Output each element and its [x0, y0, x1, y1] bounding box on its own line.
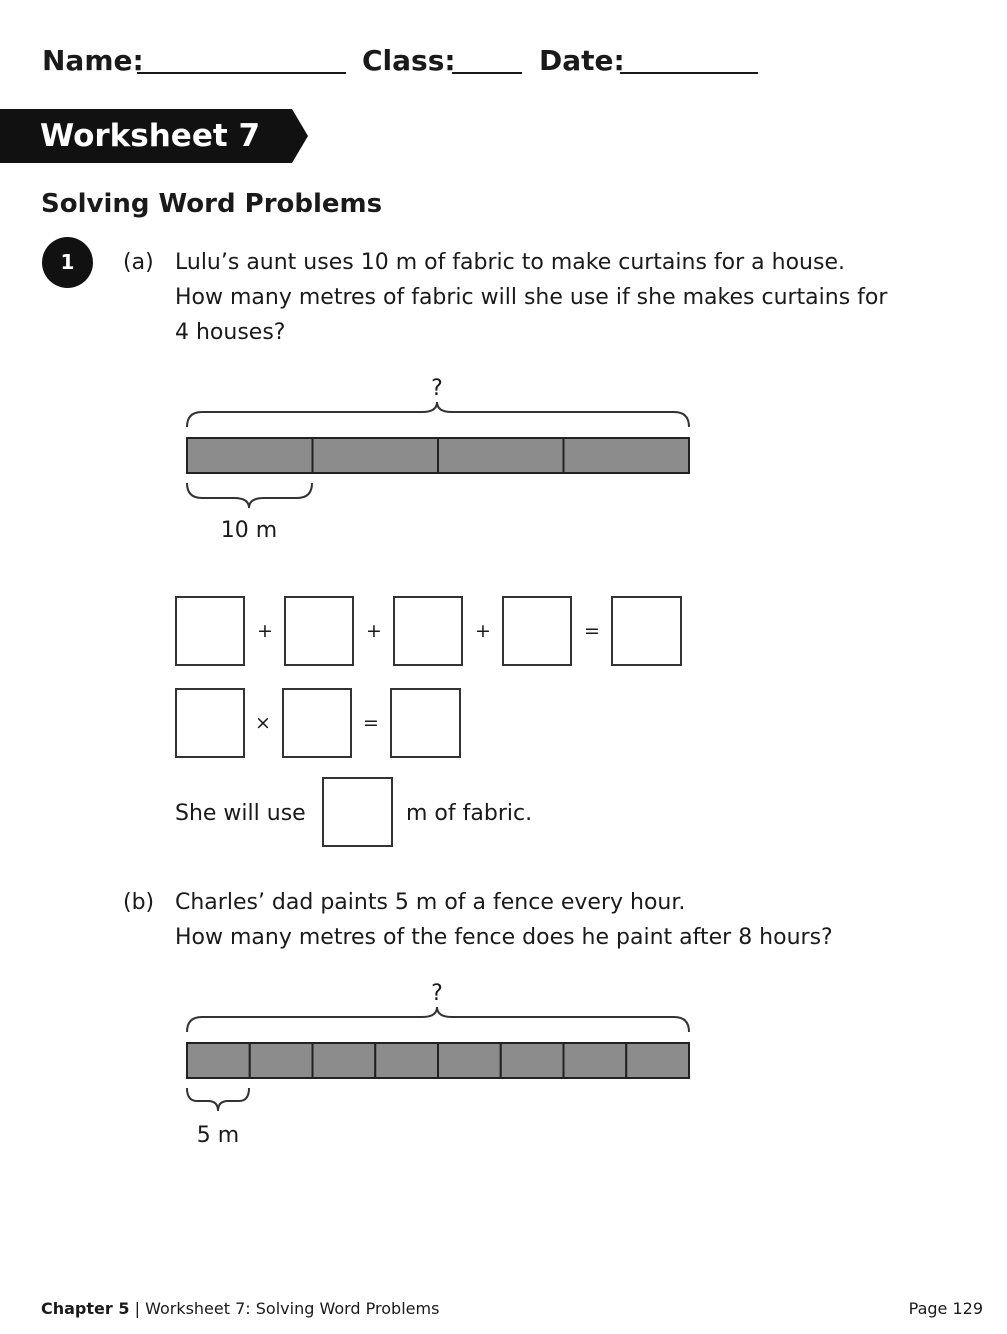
answer-box[interactable] — [282, 688, 352, 758]
answer-box[interactable] — [322, 777, 393, 847]
bar-segment — [250, 1043, 313, 1078]
equals-sign: = — [584, 620, 600, 642]
bar-segment — [313, 438, 439, 473]
footer-title: Worksheet 7: Solving Word Problems — [145, 1299, 440, 1318]
answer-box[interactable] — [393, 596, 463, 666]
part-a-question — [175, 245, 975, 350]
bar-b-unit-label: 5 m — [196, 1123, 240, 1148]
section-subtitle: Solving Word Problems — [41, 189, 383, 219]
part-b-line: Charles’ dad paints 5 m of a fence every hour. — [175, 890, 686, 915]
bar-segment — [564, 438, 690, 473]
answer-box[interactable] — [502, 596, 572, 666]
bar-segment — [438, 1043, 501, 1078]
bar-segment — [626, 1043, 689, 1078]
date-label: Date: — [539, 44, 625, 77]
bar-segment — [375, 1043, 438, 1078]
bar-segment — [313, 1043, 376, 1078]
plus-sign: + — [366, 620, 382, 642]
bar-segment — [501, 1043, 564, 1078]
answer-box[interactable] — [611, 596, 682, 666]
bar-a-top-brace — [187, 402, 689, 427]
bar-segment — [564, 1043, 627, 1078]
bar-model-b — [175, 970, 705, 1155]
bar-a-total-label: ? — [431, 376, 443, 401]
bar-b-cells — [187, 1043, 689, 1078]
name-field[interactable] — [137, 72, 346, 74]
part-a-line: How many metres of fabric will she use if she makes curtains for — [175, 285, 888, 310]
part-b-question — [175, 885, 975, 955]
bar-a-cells — [187, 438, 689, 473]
class-field[interactable] — [452, 72, 522, 74]
part-a-line: 4 houses? — [175, 320, 286, 345]
name-label: Name: — [42, 44, 144, 77]
footer-chapter: Chapter 5 — [41, 1299, 130, 1318]
bar-a-unit-brace — [187, 483, 312, 508]
bar-model-a — [175, 365, 705, 550]
bar-segment — [187, 1043, 250, 1078]
plus-sign: + — [475, 620, 491, 642]
bar-b-total-label: ? — [431, 981, 443, 1006]
answer-suffix: m of fabric. — [406, 801, 533, 826]
footer-separator: | — [134, 1299, 140, 1318]
bar-segment — [187, 438, 313, 473]
times-sign: × — [255, 712, 271, 734]
part-a-line: Lulu’s aunt uses 10 m of fabric to make curtains for a house. — [175, 250, 845, 275]
class-label: Class: — [362, 44, 456, 77]
bar-b-unit-brace — [187, 1088, 249, 1111]
plus-sign: + — [257, 620, 273, 642]
worksheet-title: Worksheet 7 — [40, 118, 261, 154]
question-number-badge: 1 — [42, 237, 93, 288]
bar-b-top-brace — [187, 1007, 689, 1032]
answer-box[interactable] — [175, 688, 245, 758]
bar-segment — [438, 438, 564, 473]
answer-box[interactable] — [390, 688, 461, 758]
answer-prefix: She will use — [175, 801, 306, 826]
date-field[interactable] — [620, 72, 758, 74]
equals-sign: = — [363, 712, 379, 734]
page-number: Page 129 — [908, 1299, 983, 1318]
answer-box[interactable] — [284, 596, 354, 666]
answer-box[interactable] — [175, 596, 245, 666]
part-b-line: How many metres of the fence does he paint after 8 hours? — [175, 925, 833, 950]
bar-a-unit-label: 10 m — [220, 518, 278, 543]
part-a-label: (a) — [123, 250, 154, 275]
footer-left — [41, 1299, 439, 1318]
part-b-label: (b) — [123, 890, 155, 915]
